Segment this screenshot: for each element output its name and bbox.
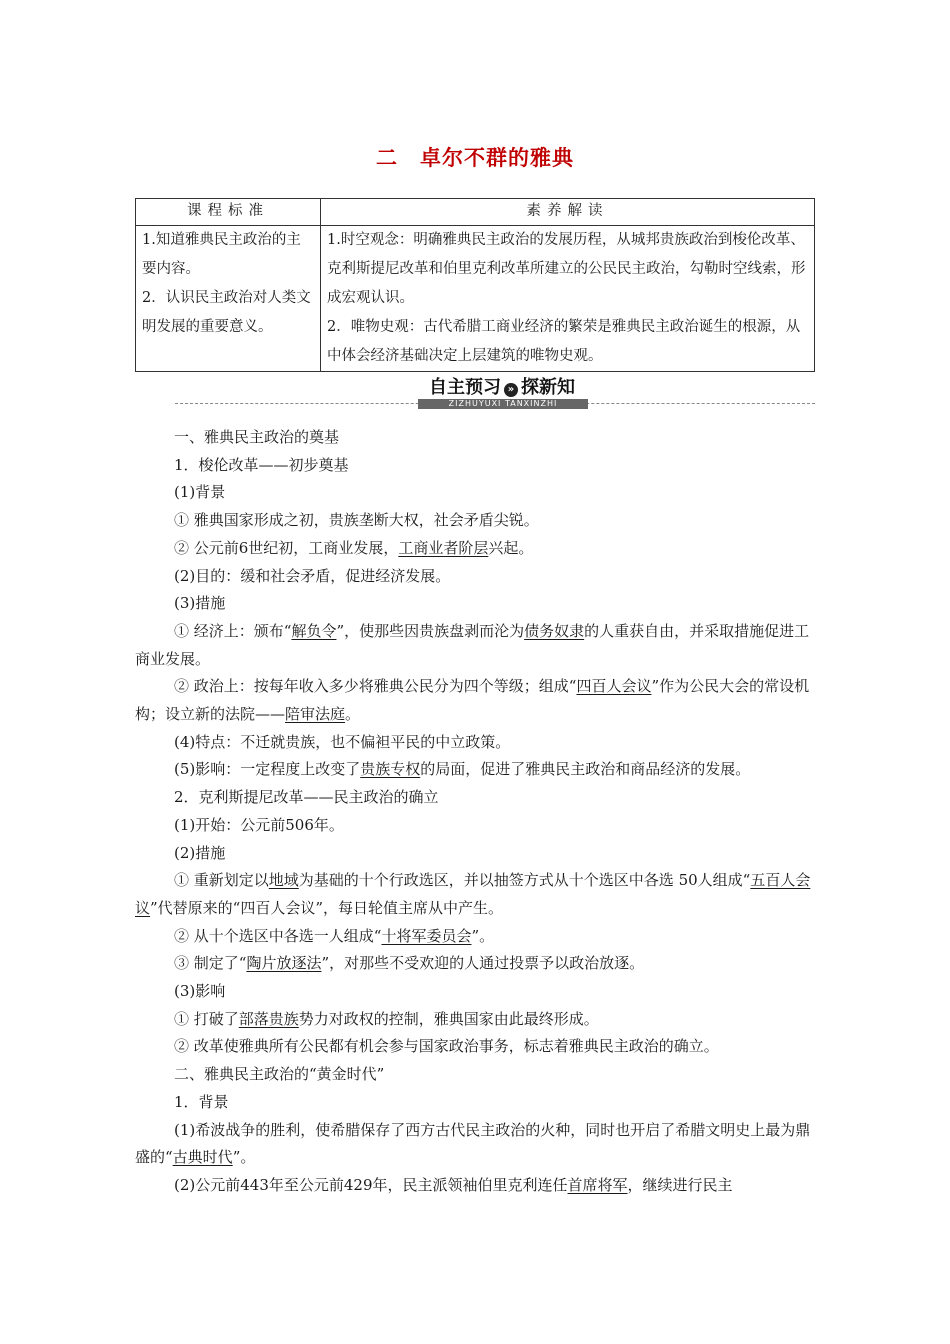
paragraph: (5)影响：一定程度上改变了贵族专权的局面，促进了雅典民主政治和商品经济的发展。: [174, 760, 751, 779]
subheading: 1．背景: [174, 1092, 229, 1111]
keyword: 陪审法庭: [285, 705, 346, 724]
standard-item: 2．认识民主政治对人类文明发展的重要意义。: [142, 290, 311, 335]
keyword: 陶片放逐法: [246, 954, 322, 973]
paragraph: ② 改革使雅典所有公民都有机会参与国家政治事务，标志着雅典民主政治的确立。: [174, 1037, 719, 1056]
interpretation-cell: [321, 226, 815, 372]
paragraph: ② 从十个选区中各选一人组成“十将军委员会”。: [174, 926, 495, 945]
paragraph: (4)特点：不迁就贵族，也不偏袒平民的中立政策。: [174, 732, 511, 751]
standard-item: 1.知道雅典民主政治的主要内容。: [142, 232, 301, 277]
paragraph: ② 公元前6世纪初，工商业发展，工商业者阶层兴起。: [174, 538, 534, 557]
paragraph: (2)措施: [174, 843, 226, 862]
heading-1: 一、雅典民主政治的奠基: [174, 428, 340, 446]
paragraph: (1)开始：公元前506年。: [174, 815, 344, 834]
keyword: 部落贵族: [238, 1009, 299, 1028]
keyword: 首席将军: [567, 1175, 628, 1194]
paragraph: ③ 制定了“陶片放逐法”，对那些不受欢迎的人通过投票予以政治放逐。: [174, 954, 645, 973]
paragraph: (1)希波战争的胜利，使希腊保存了西方古代民主政治的火种，同时也开启了希腊文明史上最为鼎盛的“古典时代”。: [135, 1120, 811, 1167]
table-header-standards: 课程标准: [136, 199, 321, 226]
heading-1: 二、雅典民主政治的“黄金时代”: [174, 1065, 385, 1084]
subheading: 1．梭伦改革——初步奠基: [174, 455, 349, 474]
paragraph: ① 经济上：颁布“解负令”，使那些因贵族盘剥而沦为债务奴隶的人重获自由，并采取措施促进工商业发展。: [135, 621, 810, 668]
paragraph: (1)背景: [174, 483, 226, 502]
curriculum-standards-table: [135, 198, 815, 372]
keyword: 贵族专权: [360, 760, 421, 779]
page-title: [0, 142, 950, 172]
table-header-interpretation: 素养解读: [321, 199, 815, 226]
paragraph: (2)公元前443年至公元前429年，民主派领袖伯里克利连任首席将军，继续进行民主: [174, 1175, 733, 1194]
interpretation-item: 1.时空观念：明确雅典民主政治的发展历程，从城邦贵族政治到梭伦改革、克利斯提尼改革和伯里克利改革所建立的公民民主政治，勾勒时空线索，形成宏观认识。: [327, 232, 806, 306]
banner-title: [404, 375, 600, 401]
paragraph: ② 政治上：按每年收入多少将雅典公民分为四个等级；组成“四百人会议”作为公民大会的常设机构；设立新的法院——陪审法庭。: [135, 677, 810, 724]
paragraph: ① 打破了部落贵族势力对政权的控制，雅典国家由此最终形成。: [174, 1009, 599, 1028]
banner-left-text: 自主预习: [429, 377, 501, 398]
keyword: 五百人会议: [135, 871, 811, 917]
standards-cell: [136, 226, 321, 372]
banner-pinyin: ZIZHUYUXI TANXINZHI: [418, 399, 588, 409]
document-body: [135, 424, 815, 1200]
paragraph: ① 雅典国家形成之初，贵族垄断大权，社会矛盾尖锐。: [174, 511, 539, 530]
subheading: 2．克利斯提尼改革——民主政治的确立: [174, 788, 439, 807]
keyword: 地域: [268, 871, 299, 890]
keyword: 工商业者阶层: [398, 538, 489, 557]
keyword: 十将军委员会: [381, 926, 472, 945]
paragraph: ① 重新划定以地域为基础的十个行政选区，并以抽签方式从十个选区中各选 50人组成“五百人会议”代替原来的“四百人会议”，每日轮值主席从中产生。: [135, 871, 811, 917]
keyword: 债务奴隶: [524, 621, 585, 640]
keyword: 四百人会议: [576, 677, 652, 696]
keyword: 解负令: [291, 621, 337, 640]
arrow-icon: »: [504, 383, 518, 397]
paragraph: (2)目的：缓和社会矛盾，促进经济发展。: [174, 566, 451, 585]
banner-right-text: 探新知: [521, 377, 575, 398]
paragraph: (3)措施: [174, 594, 226, 613]
title-number: 二: [376, 146, 398, 170]
interpretation-item: 2．唯物史观：古代希腊工商业经济的繁荣是雅典民主政治诞生的根源，从中体会经济基础决定上层建筑的唯物史观。: [327, 319, 801, 364]
section-banner: [175, 373, 815, 413]
paragraph: (3)影响: [174, 982, 226, 1001]
title-text: 卓尔不群的雅典: [420, 146, 574, 170]
keyword: 古典时代: [172, 1148, 233, 1167]
